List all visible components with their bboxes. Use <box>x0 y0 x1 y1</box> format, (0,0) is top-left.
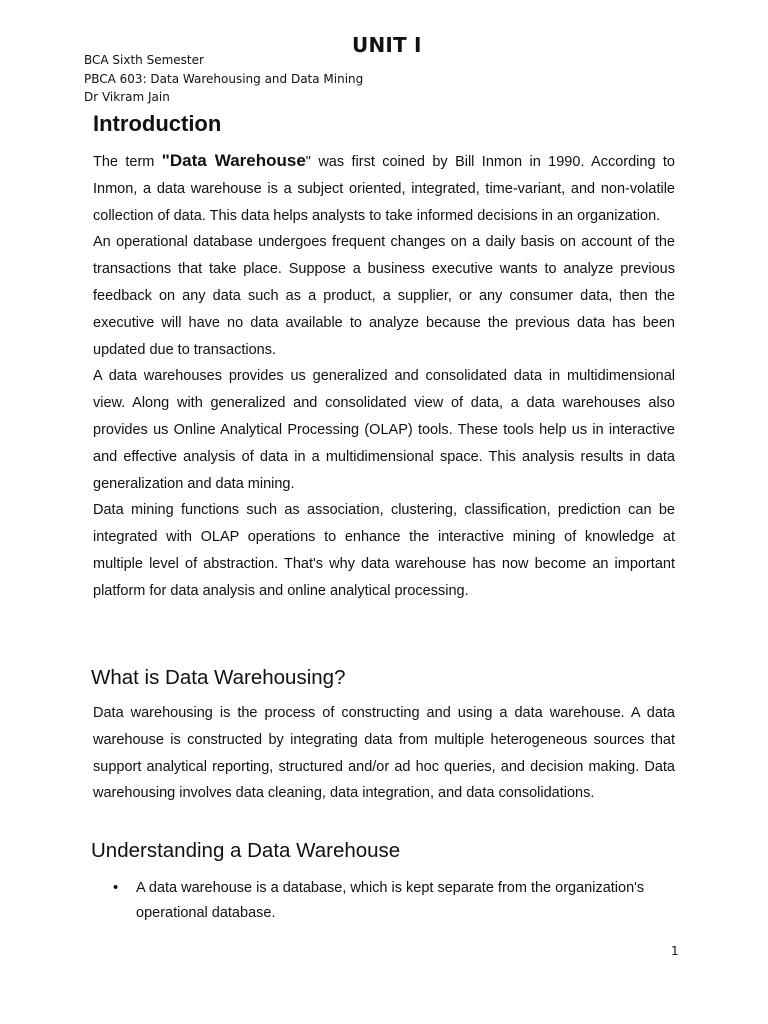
data-warehouse-term: "Data Warehouse <box>161 151 306 170</box>
semester-line: BCA Sixth Semester <box>84 53 204 67</box>
intro-paragraph-4: Data mining functions such as association, clustering, classification, prediction can be integrated with OLAP operations to enhance the interactive mining of knowledge at multiple level of abstraction. That's why data warehouse has now become an important platform for data analysis and online analytical processing. <box>93 502 675 599</box>
understanding-bullet-list <box>113 876 673 926</box>
understanding-heading: Understanding a Data Warehouse <box>91 839 401 862</box>
author-line: Dr Vikram Jain <box>84 90 170 104</box>
course-line: PBCA 603: Data Warehousing and Data Mining <box>84 71 364 86</box>
what-is-heading: What is Data Warehousing? <box>91 666 346 689</box>
unit-title: UNIT I <box>352 33 422 57</box>
what-is-paragraph: Data warehousing is the process of constructing and using a data warehouse. A data warehouse is constructed by integrating data from multiple heterogeneous sources that support analytical reporting, structured and/or ad hoc queries, and decision making. Data warehousing involves data cleaning, data integration, and data consolidations. <box>93 705 675 802</box>
course-header <box>84 51 363 107</box>
introduction-heading: Introduction <box>93 111 222 136</box>
bullet-text: A data warehouse is a database, which is kept separate from the organization's operational database. <box>136 880 645 921</box>
what-is-body <box>93 700 675 807</box>
intro-text-rest: " was first coined by Bill Inmon in 1990. According to Inmon, a data warehouse is a subject oriented, integrated, time-variant, and non-volatile collection of data. This data helps analysts to take informed decisions in an organization. <box>93 154 675 224</box>
intro-paragraph-2: An operational database undergoes frequent changes on a daily basis on account of the transactions that take place. Suppose a business executive wants to analyze previous feedback on any data such as a product, a supplier, or any consumer data, then the executive will have no data available to analyze because the previous data has been updated due to transactions. <box>93 234 675 358</box>
page-number: 1 <box>671 944 679 958</box>
intro-paragraph-3: A data warehouses provides us generalized and consolidated data in multidimensional view. Along with generalized and consolidated view of data, a data warehouses also provides us Online Analytical Processing (OLAP) tools. These tools help us in interactive and effective analysis of data in a multidimensional space. This analysis results in data generalization and data mining. <box>93 368 675 492</box>
bullet-icon: • <box>113 880 119 896</box>
intro-text-lead: The term <box>93 154 162 170</box>
list-item <box>113 876 673 926</box>
intro-paragraph-1 <box>93 148 675 229</box>
introduction-body <box>93 148 675 605</box>
